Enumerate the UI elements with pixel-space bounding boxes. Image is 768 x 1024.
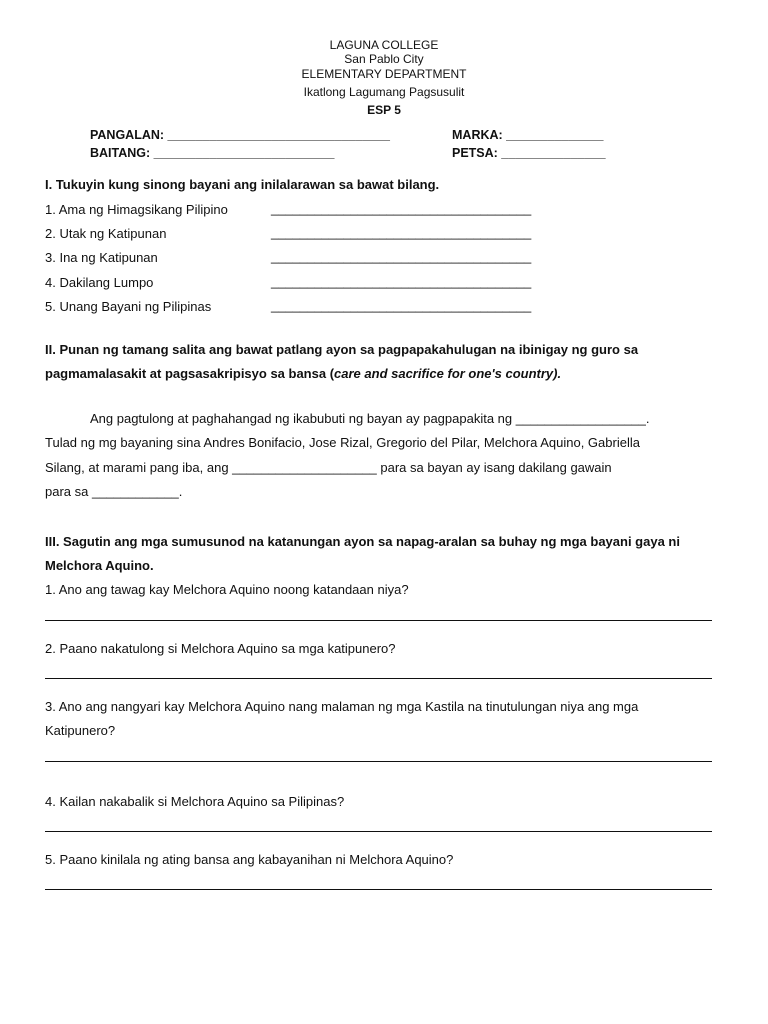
question-4: 4. Kailan nakabalik si Melchora Aquino sa Pilipinas?: [45, 794, 345, 809]
section2-title-line2: [45, 366, 561, 381]
section1-item: 5. Unang Bayani ng Pilipinas: [45, 299, 212, 314]
section3-title-line1: III. Sagutin ang mga sumusunod na katanungan ayon sa napag-aralan sa buhay ng mga bayani gaya ni: [45, 534, 680, 549]
section1-answer-blank: ____________________________________: [271, 201, 532, 216]
section1-answer-blank: ____________________________________: [271, 274, 532, 289]
answer-line-1: [45, 620, 712, 621]
pangalan-field: PANGALAN: ________________________________: [90, 128, 390, 142]
section2-title-english: care and sacrifice for one's country).: [334, 366, 562, 381]
section2-title-text: pagmamalasakit at pagsasakripisyo sa bansa (: [45, 366, 335, 381]
section1-item: 4. Dakilang Lumpo: [45, 275, 154, 290]
section1-item: 1. Ama ng Himagsikang Pilipino: [45, 202, 228, 217]
question-3-line1: 3. Ano ang nangyari kay Melchora Aquino nang malaman ng mga Kastila na tinutulungan niya ang mga: [45, 699, 639, 714]
petsa-field: PETSA: _______________: [452, 146, 606, 160]
section2-paragraph-line1: Ang pagtulong at paghahangad ng ikabubuti ng bayan ay pagpapakita ng __________________.: [90, 411, 650, 426]
answer-line-3: [45, 761, 712, 762]
question-5: 5. Paano kinilala ng ating bansa ang kabayanihan ni Melchora Aquino?: [45, 852, 454, 867]
school-city: San Pablo City: [344, 52, 424, 66]
question-3-line2: Katipunero?: [45, 723, 116, 738]
section3-title-line2: Melchora Aquino.: [45, 558, 154, 573]
answer-line-2: [45, 678, 712, 679]
exam-title: Ikatlong Lagumang Pagsusulit: [303, 85, 465, 99]
subject: ESP 5: [367, 103, 401, 117]
section2-paragraph-line3: Silang, at marami pang iba, ang ____________________ para sa bayan ay isang dakilang gawain: [45, 460, 612, 475]
section2-paragraph-line2: Tulad ng mg bayaning sina Andres Bonifacio, Jose Rizal, Gregorio del Pilar, Melchora Aquino, Gabriella: [45, 435, 640, 450]
marka-field: MARKA: ______________: [452, 128, 604, 142]
section1-answer-blank: ____________________________________: [271, 225, 532, 240]
section2-title-line1: II. Punan ng tamang salita ang bawat patlang ayon sa pagpapakahulugan na ibinigay ng guro sa: [45, 342, 639, 357]
school-name: LAGUNA COLLEGE: [329, 38, 439, 52]
section2-paragraph-line4: para sa ____________.: [45, 484, 183, 499]
answer-line-5: [45, 889, 712, 890]
section1-item: 3. Ina ng Katipunan: [45, 250, 158, 265]
section1-item: 2. Utak ng Katipunan: [45, 226, 167, 241]
section1-title: I. Tukuyin kung sinong bayani ang inilalarawan sa bawat bilang.: [45, 177, 440, 192]
section1-answer-blank: ____________________________________: [271, 249, 532, 264]
answer-line-4: [45, 831, 712, 832]
question-2: 2. Paano nakatulong si Melchora Aquino sa mga katipunero?: [45, 641, 396, 656]
department: ELEMENTARY DEPARTMENT: [301, 67, 467, 81]
question-1: 1. Ano ang tawag kay Melchora Aquino noong katandaan niya?: [45, 582, 409, 597]
baitang-field: BAITANG: __________________________: [90, 146, 335, 160]
section1-answer-blank: ____________________________________: [271, 298, 532, 313]
